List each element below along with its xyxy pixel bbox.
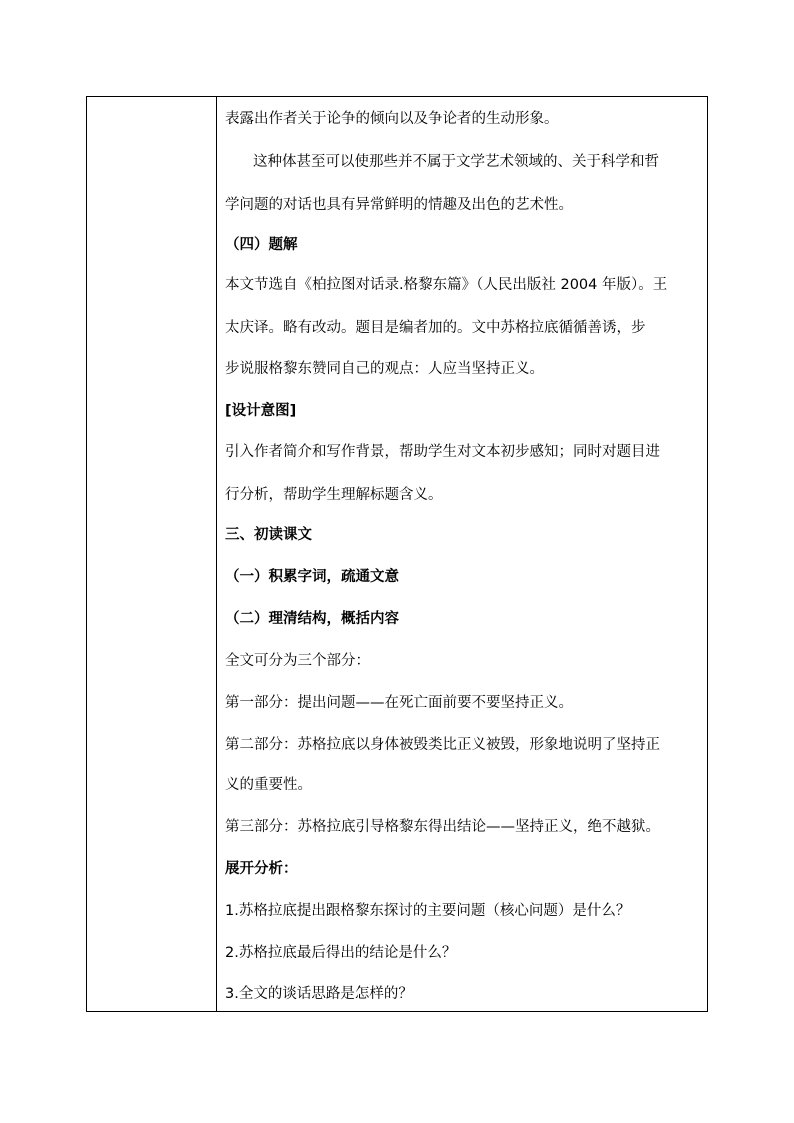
lesson-table: [86, 96, 708, 1012]
paragraph-line: 全文可分为三个部分：: [225, 653, 370, 669]
question-item: 3.全文的谈话思路是怎样的？: [225, 986, 413, 1002]
section-heading: （四）题解: [225, 237, 298, 253]
paragraph-line: 行分析，帮助学生理解标题含义。: [225, 487, 443, 503]
paragraph-line: 步说服格黎东赞同自己的观点：人应当坚持正义。: [225, 361, 544, 377]
paragraph-line: 太庆译。略有改动。题目是编者加的。文中苏格拉底循循善诱，步: [225, 320, 646, 336]
table-left-cell: [87, 97, 217, 1011]
paragraph-line: 第一部分：提出问题——在死亡面前要不要坚持正义。: [225, 695, 573, 711]
paragraph-line: 表露出作者关于论争的倾向以及争论者的生动形象。: [225, 111, 559, 127]
section-heading: [设计意图]: [225, 403, 297, 419]
paragraph-line: 这种体甚至可以使那些并不属于文学艺术领域的、关于科学和哲: [253, 154, 659, 170]
paragraph-line: 第二部分：苏格拉底以身体被毁类比正义被毁，形象地说明了坚持正: [225, 737, 660, 753]
paragraph-line: 学问题的对话也具有异常鲜明的情趣及出色的艺术性。: [225, 197, 573, 213]
section-heading: 三、初读课文: [225, 527, 312, 543]
paragraph-line: 引入作者简介和写作背景，帮助学生对文本初步感知；同时对题目进: [225, 444, 660, 460]
paragraph-line: 本文节选自《柏拉图对话录.格黎东篇》（人民出版社 2004 年版）。王: [225, 277, 668, 293]
paragraph-line: 义的重要性。: [225, 777, 312, 793]
section-heading: （一）积累字词，疏通文意: [225, 569, 399, 585]
question-item: 2.苏格拉底最后得出的结论是什么？: [225, 945, 457, 961]
table-content-cell: [217, 97, 707, 1011]
paragraph-line: 第三部分：苏格拉底引导格黎东得出结论——坚持正义，绝不越狱。: [225, 819, 660, 835]
section-heading: 展开分析：: [225, 861, 298, 877]
question-item: 1.苏格拉底提出跟格黎东探讨的主要问题（核心问题）是什么？: [225, 903, 631, 919]
section-heading: （二）理清结构，概括内容: [225, 611, 399, 627]
